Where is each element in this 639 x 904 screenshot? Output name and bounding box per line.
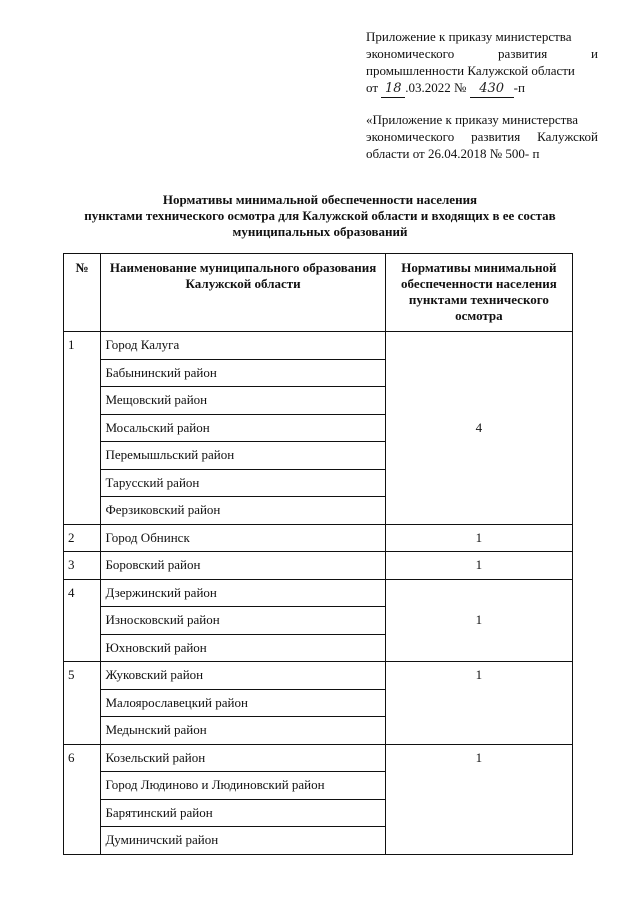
- norm-value: 4: [385, 332, 572, 525]
- municipality-name: Барятинский район: [101, 799, 385, 827]
- table-row: [64, 332, 573, 360]
- date-prefix: от: [366, 80, 379, 95]
- table-header-row: [64, 254, 573, 332]
- header-line-3: промышленности Калужской области: [366, 63, 575, 78]
- header-date-line: [366, 79, 598, 98]
- municipality-name: Износковский район: [101, 607, 385, 635]
- municipality-name: Медынский район: [101, 717, 385, 745]
- date-rest: .03.2022 №: [405, 80, 467, 95]
- handwritten-order-number: 430: [470, 80, 514, 98]
- municipality-name: Малоярославецкий район: [101, 689, 385, 717]
- group-number: 2: [64, 524, 101, 552]
- norm-value: 1: [385, 744, 572, 854]
- norms-table: [63, 253, 573, 855]
- norm-value: 1: [385, 552, 572, 580]
- header-line-1: Приложение к приказу министерства: [366, 29, 572, 44]
- municipality-name: Юхновский район: [101, 634, 385, 662]
- title-line-2: пунктами технического осмотра для Калужской области и входящих в ее состав: [84, 208, 556, 223]
- municipality-name: Город Людиново и Людиновский район: [101, 772, 385, 800]
- title-line-1: Нормативы минимальной обеспеченности населения: [162, 192, 478, 207]
- table-row: [64, 524, 573, 552]
- header-number: №: [64, 254, 101, 332]
- table-row: [64, 744, 573, 772]
- group-number: 6: [64, 744, 101, 854]
- header-line-2: экономического развития и: [366, 46, 598, 61]
- quote-line-3: области от 26.04.2018 № 500- п: [366, 146, 540, 161]
- header-norm: Нормативы минимальной обеспеченности населения пунктами технического осмотра: [385, 254, 572, 332]
- document-title: [40, 192, 600, 240]
- table-row: [64, 662, 573, 690]
- municipality-name: Дзержинский район: [101, 579, 385, 607]
- norm-value: 1: [385, 662, 572, 745]
- group-number: 3: [64, 552, 101, 580]
- table-row: [64, 552, 573, 580]
- handwritten-day: 18: [381, 80, 405, 98]
- norm-value: 1: [385, 524, 572, 552]
- municipality-name: Город Обнинск: [101, 524, 385, 552]
- group-number: 4: [64, 579, 101, 662]
- municipality-name: Ферзиковский район: [101, 497, 385, 525]
- municipality-name: Бабынинский район: [101, 359, 385, 387]
- municipality-name: Мещовский район: [101, 387, 385, 415]
- municipality-name: Боровский район: [101, 552, 385, 580]
- municipality-name: Мосальский район: [101, 414, 385, 442]
- norm-value: 1: [385, 579, 572, 662]
- order-suffix: -п: [513, 80, 525, 95]
- table-row: [64, 579, 573, 607]
- quote-line-2: экономического развития Калужской: [366, 129, 598, 144]
- municipality-name: Город Калуга: [101, 332, 385, 360]
- title-line-3: муниципальных образований: [232, 224, 408, 239]
- quoted-appendix-reference: [366, 111, 598, 162]
- quote-line-1: «Приложение к приказу министерства: [366, 112, 579, 127]
- order-header: [366, 28, 598, 98]
- municipality-name: Тарусский район: [101, 469, 385, 497]
- municipality-name: Думиничский район: [101, 827, 385, 855]
- header-municipality: Наименование муниципального образования Калужской области: [101, 254, 385, 332]
- municipality-name: Перемышльский район: [101, 442, 385, 470]
- municipality-name: Козельский район: [101, 744, 385, 772]
- table-body: [64, 332, 573, 855]
- municipality-name: Жуковский район: [101, 662, 385, 690]
- group-number: 1: [64, 332, 101, 525]
- group-number: 5: [64, 662, 101, 745]
